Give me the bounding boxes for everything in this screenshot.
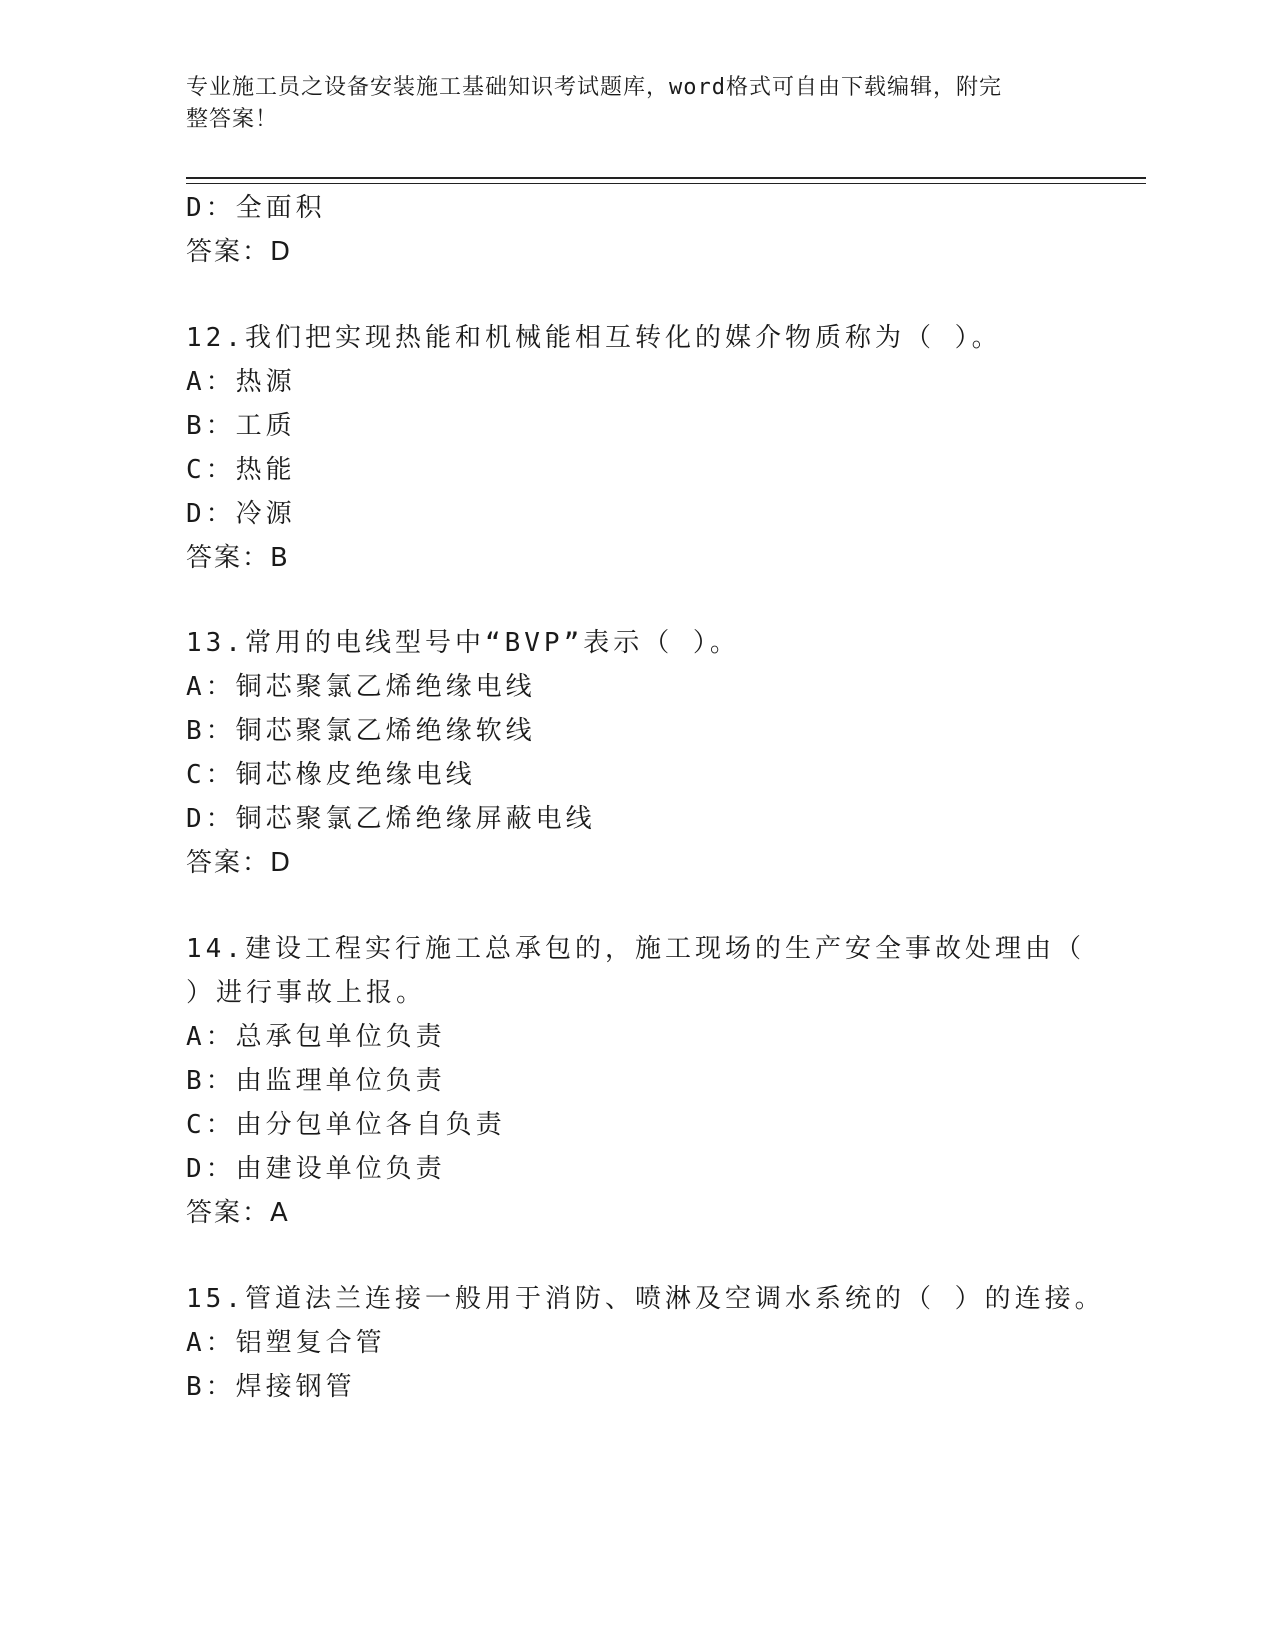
question-12-option-d: D：冷源 bbox=[186, 499, 296, 529]
question-14-option-c: C：由分包单位各自负责 bbox=[186, 1110, 506, 1140]
question-15-option-b: B：焊接钢管 bbox=[186, 1372, 356, 1402]
question-13-answer: 答案：D bbox=[186, 848, 293, 878]
question-13-option-d: D：铜芯聚氯乙烯绝缘屏蔽电线 bbox=[186, 804, 596, 834]
document-header bbox=[186, 72, 1066, 136]
question-12-option-c: C：热能 bbox=[186, 455, 296, 485]
question-13-option-c: C：铜芯橡皮绝缘电线 bbox=[186, 760, 476, 790]
header-divider-thick bbox=[186, 177, 1146, 179]
question-15-option-a: A：铝塑复合管 bbox=[186, 1328, 386, 1358]
question-13-option-b: B：铜芯聚氯乙烯绝缘软线 bbox=[186, 716, 536, 746]
header-line-2: 整答案！ bbox=[186, 107, 279, 132]
question-12-option-a: A：热源 bbox=[186, 367, 296, 397]
prev-answer: 答案：D bbox=[186, 237, 293, 267]
question-13-option-a: A：铜芯聚氯乙烯绝缘电线 bbox=[186, 672, 536, 702]
prev-option-d: D：全面积 bbox=[186, 193, 326, 223]
header-divider-thin bbox=[186, 183, 1146, 184]
question-14-option-b: B：由监理单位负责 bbox=[186, 1066, 446, 1096]
question-13-stem: 13.常用的电线型号中“BVP”表示（ ）。 bbox=[186, 628, 740, 658]
header-line-1: 专业施工员之设备安装施工基础知识考试题库，word格式可自由下载编辑，附完 bbox=[186, 75, 1002, 100]
question-14-stem-line-1: 14.建设工程实行施工总承包的，施工现场的生产安全事故处理由（ bbox=[186, 934, 1085, 964]
question-12-stem: 12.我们把实现热能和机械能相互转化的媒介物质称为（ ）。 bbox=[186, 323, 1002, 353]
question-14-option-d: D：由建设单位负责 bbox=[186, 1154, 446, 1184]
question-14-stem-line-2: ）进行事故上报。 bbox=[186, 978, 427, 1008]
question-15-stem: 15.管道法兰连接一般用于消防、喷淋及空调水系统的（ ）的连接。 bbox=[186, 1284, 1105, 1314]
question-14-answer: 答案：A bbox=[186, 1198, 290, 1228]
question-12-answer: 答案：B bbox=[186, 543, 290, 573]
question-14-option-a: A：总承包单位负责 bbox=[186, 1022, 446, 1052]
question-12-option-b: B：工质 bbox=[186, 411, 296, 441]
